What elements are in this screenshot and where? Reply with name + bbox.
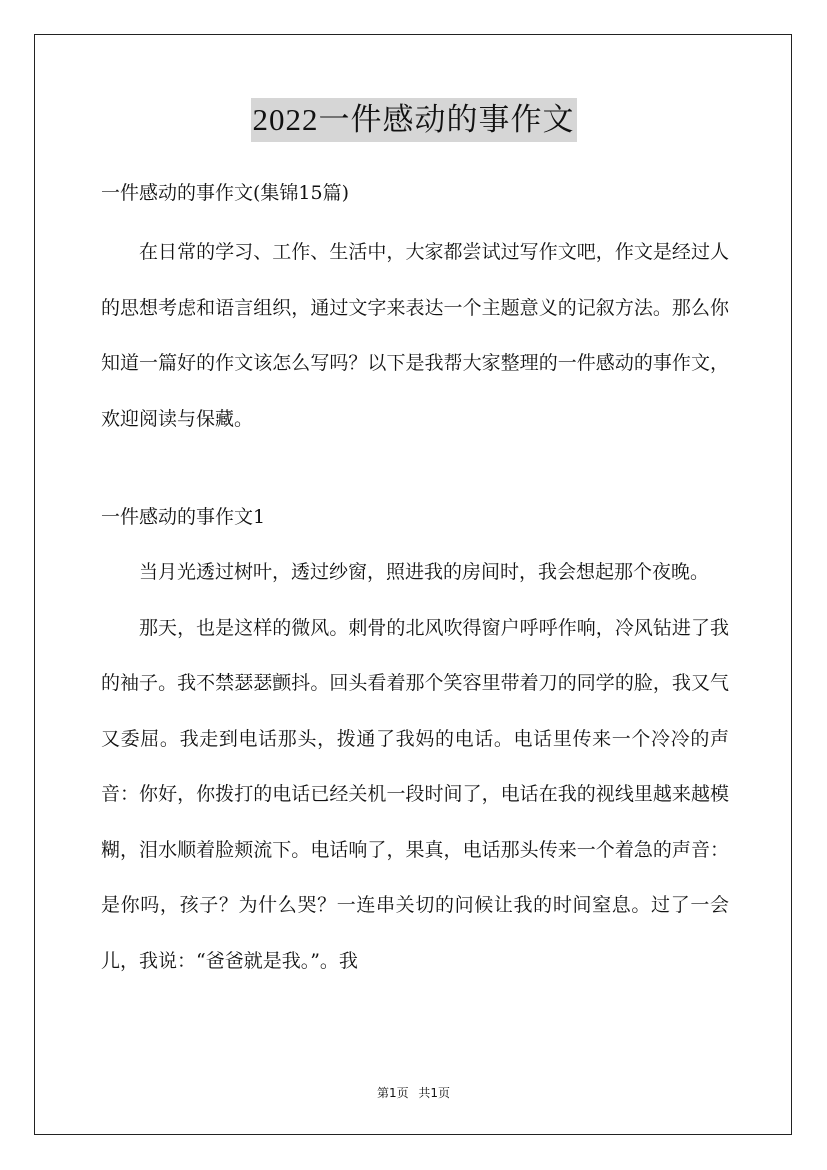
document-title: 2022一件感动的事作文 [251,98,577,142]
body-paragraph: 当月光透过树叶，透过纱窗，照进我的房间时，我会想起那个夜晚。 [139,561,710,583]
intro-paragraph: 在日常的学习、工作、生活中，大家都尝试过写作文吧，作文是经过人的思想考虑和语言组织，通过文字来表达一个主题意义的记叙方法。那么你知道一篇好的作文该怎么写吗？以下是我帮大家整理的一件感动的事作文，欢迎阅读与保藏。 [101,241,729,430]
page-number: 第1页 [376,1086,409,1100]
body-paragraph: 那天，也是这样的微风。刺骨的北风吹得窗户呼呼作响，冷风钻进了我的袖子。我不禁瑟瑟颤抖。回头看着那个笑容里带着刀的同学的脸，我又气又委屈。我走到电话那头，拨通了我妈的电话。电话里传来一个冷冷的声音：你好，你拨打的电话已经关机一段时间了，电话在我的视线里越来越模糊，泪水顺着脸颊流下。电话响了，果真，电话那头传来一个着急的声音：是你吗，孩子？为什么哭？一连串关切的问候让我的时间窒息。过了一会儿，我说：“爸爸就是我。”。我 [101,616,729,972]
page-footer [0,1084,827,1101]
page-total: 共1页 [418,1086,451,1100]
section-heading: 一件感动的事作文1 [101,506,266,528]
document-subtitle: 一件感动的事作文(集锦15篇) [101,182,350,204]
title-container [0,98,827,142]
document-body [101,170,729,989]
